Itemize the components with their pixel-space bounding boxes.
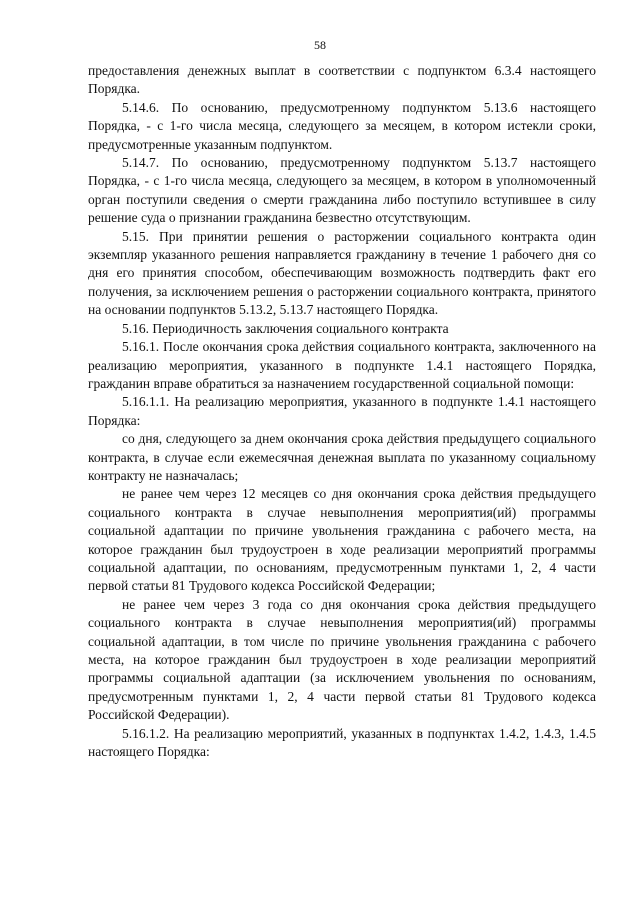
document-body [88, 62, 596, 761]
paragraph-5-14-7: 5.14.7. По основанию, предусмотренному подпунктом 5.13.7 настоящего Порядка, - с 1-го числа месяца, следующего за месяцем, в котором в уполномоченный орган поступили сведения о смерти гражданина либо поступило вступившее в силу решение суда о признании гражданина безвестно отсутствующим. [88, 155, 596, 226]
paragraph-continuation: предоставления денежных выплат в соответствии с подпунктом 6.3.4 настоящего Порядка. [88, 63, 596, 97]
paragraph-clause-3: не ранее чем через 3 года со дня окончания срока действия предыдущего социального контракта в случае невыполнения мероприятия(ий) программы социальной адаптации, в том числе по причине увольнения гражданина с рабочего места, на которое гражданин был трудоустроен в ходе реализации мероприятий программы социальной адаптации (за исключением увольнения по основаниям, предусмотренным пунктами 1, 2, 4 части первой статьи 81 Трудового кодекса Российской Федерации). [88, 596, 596, 723]
paragraph-5-16-1: 5.16.1. После окончания срока действия социального контракта, заключенного на реализацию мероприятия, указанного в подпункте 1.4.1 настоящего Порядка, гражданин вправе обратиться за назначением государственной социальной помощи: [88, 339, 596, 391]
paragraph-5-16-1-1: 5.16.1.1. На реализацию мероприятия, указанного в подпункте 1.4.1 настоящего Порядка: [88, 394, 596, 428]
paragraph-5-16-heading: 5.16. Периодичность заключения социального контракта [122, 320, 449, 336]
paragraph-clause-1: со дня, следующего за днем окончания срока действия предыдущего социального контракта, в случае если ежемесячная денежная выплата по указанному социальному контракту не назначалась; [88, 431, 596, 483]
paragraph-5-14-6: 5.14.6. По основанию, предусмотренному подпунктом 5.13.6 настоящего Порядка, - с 1-го числа месяца, следующего за месяцем, в котором истекли сроки, предусмотренные указанным подпунктом. [88, 99, 596, 152]
paragraph-5-15: 5.15. При принятии решения о расторжении социального контракта один экземпляр указанного решения направляется гражданину в течение 1 рабочего дня со дня его принятия способом, обеспечивающим возможность подтвердить факт его получения, за исключением решения о расторжении социального контракта, принятого на основании подпунктов 5.13.2, 5.13.7 настоящего Порядка. [88, 228, 596, 318]
page-number: 58 [314, 38, 326, 52]
paragraph-5-16-1-2: 5.16.1.2. На реализацию мероприятий, указанных в подпунктах 1.4.2, 1.4.3, 1.4.5 настоящего Порядка: [88, 725, 596, 760]
paragraph-clause-2: не ранее чем через 12 месяцев со дня окончания срока действия предыдущего социального контракта в случае невыполнения мероприятия(ий) программы социальной адаптации по причине увольнения гражданина с рабочего места, на которое гражданин был трудоустроен в ходе реализации мероприятий программы социальной адаптации, по основаниям, предусмотренным пунктами 1, 2, 4 части первой статьи 81 Трудового кодекса Российской Федерации; [88, 486, 596, 594]
